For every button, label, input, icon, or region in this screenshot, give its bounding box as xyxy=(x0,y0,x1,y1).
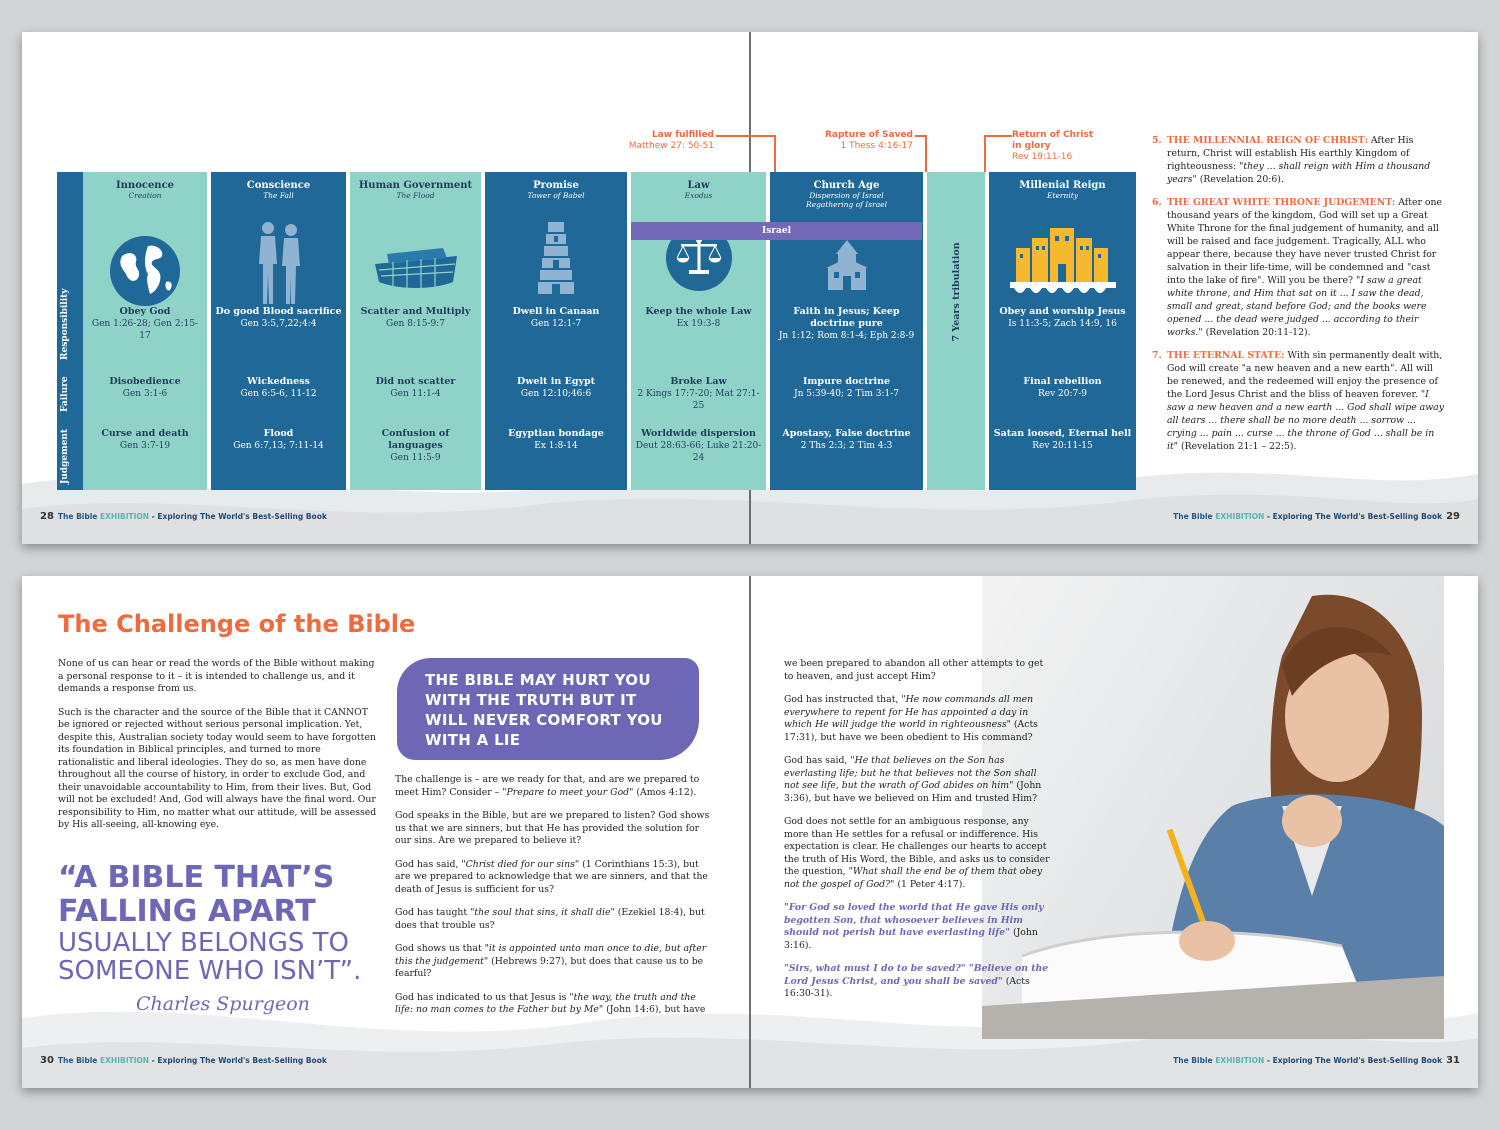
footer-left: 28 The Bible EXHIBITION - Exploring The World's Best-Selling Book xyxy=(40,511,327,522)
pullquote-box xyxy=(397,658,699,760)
column-subtitle: Exodus xyxy=(684,191,713,200)
paragraph: God has said, "He that believes on the Son has everlasting life; but he that believes not the Son shall not see life, but the wrath of God abides on him" (John 3:36), but have we believed on Him and trusted Him? xyxy=(784,755,1042,804)
globe-icon xyxy=(108,234,182,308)
spurgeon-quote xyxy=(58,861,361,1015)
quote-line: USUALLY BELONGS TO xyxy=(58,928,350,958)
axis-label-judgement: Judgement xyxy=(60,428,70,484)
pullquote-text: THE BIBLE MAY HURT YOU WITH THE TRUTH BUT IT WILL NEVER COMFORT YOU WITH A LIE xyxy=(425,671,663,749)
footer-right: The Bible EXHIBITION - Exploring The World's Best-Selling Book 31 xyxy=(1173,1055,1460,1066)
page-title: The Challenge of the Bible xyxy=(58,610,416,638)
end-times-list xyxy=(1152,134,1447,463)
dispensations-timeline xyxy=(57,172,1136,490)
israel-band: Israel xyxy=(631,222,922,240)
axis-label-responsibility: Responsibility xyxy=(60,288,70,360)
annotation-line xyxy=(915,135,927,174)
axis-label-failure: Failure xyxy=(60,376,70,412)
judgement-cell: Egyptian bondage Ex 1:8-14 xyxy=(508,428,604,451)
tower-icon xyxy=(534,220,578,296)
timeline-column-church-age xyxy=(770,172,923,490)
paragraph: The challenge is – are we ready for that, and are we prepared to meet Him? Consider – "Prepare to meet your God" (Amos 4:12). xyxy=(395,774,700,798)
city-icon xyxy=(1008,224,1118,304)
judgement-cell: Worldwide dispersion Deut 28:63-66; Luke 21:20-24 xyxy=(635,428,762,463)
column-subtitle: Creation xyxy=(128,191,162,200)
responsibility-cell: Dwell in Canaan Gen 12:1-7 xyxy=(512,306,600,329)
quote-line: SOMEONE WHO ISN’T”. xyxy=(58,956,362,986)
footer-right: The Bible EXHIBITION - Exploring The World's Best-Selling Book 29 xyxy=(1173,511,1460,522)
timeline-axis xyxy=(57,172,83,490)
column-subtitle: Regathering of Israel xyxy=(805,200,888,209)
failure-cell: Final rebellion Rev 20:7-9 xyxy=(1023,376,1102,399)
column-title: Promise xyxy=(533,180,579,191)
page-number: 28 xyxy=(40,511,54,522)
annotation-line xyxy=(716,135,776,174)
list-item: 5. THE MILLENNIAL REIGN OF CHRIST: After His return, Christ will establish His earthly Kingdom of righteousness: "they ... shall reign with Him a thousand years" (Revelation 20:6). xyxy=(1152,135,1431,185)
body-column-2 xyxy=(395,774,713,1028)
paragraph: God has instructed that, "He now commands all men everywhere to repent for He has appointed a day in which He will judge the world in righteousness" (Acts 17:31), but have we been obedient to His command? xyxy=(784,694,1038,743)
annotation-law-fulfilled: Law fulfilled Matthew 27: 50-51 xyxy=(628,130,714,151)
page-number: 30 xyxy=(40,1055,54,1066)
tribulation-label: 7 Years tribulation xyxy=(951,242,962,342)
responsibility-cell: Obey God Gen 1:26-28; Gen 2:15-17 xyxy=(91,306,199,341)
column-title: Human Government xyxy=(358,180,473,191)
column-subtitle: Dispersion of Israel xyxy=(809,191,884,200)
failure-cell: Did not scatter Gen 11:1-4 xyxy=(375,376,456,399)
spread-pages-28-29 xyxy=(22,32,1478,544)
quote-author: Charles Spurgeon xyxy=(136,993,310,1015)
footer-left: 30 The Bible EXHIBITION - Exploring The World's Best-Selling Book xyxy=(40,1055,327,1066)
timeline-column-innocence xyxy=(83,172,207,490)
timeline-column-human-government xyxy=(350,172,481,490)
column-subtitle: Eternity xyxy=(1047,191,1078,200)
paragraph: "Sirs, what must I do to be saved?" "Believe on the Lord Jesus Christ, and you shall be saved" (Acts 16:30-31). xyxy=(784,963,1049,999)
judgement-cell: Curse and death Gen 3:7-19 xyxy=(101,428,189,451)
column-subtitle: Tower of Babel xyxy=(527,191,585,200)
column-title: Law xyxy=(687,180,710,191)
responsibility-cell: Do good Blood sacrifice Gen 3:5,7,22;4:4 xyxy=(215,306,342,329)
page-number: 29 xyxy=(1446,511,1460,522)
column-title: Church Age xyxy=(813,180,880,191)
column-title: Millenial Reign xyxy=(1019,180,1106,191)
column-subtitle: The Fall xyxy=(263,191,294,200)
page-gutter xyxy=(749,576,751,1088)
body-column-1 xyxy=(58,658,378,843)
annotation-line xyxy=(984,135,1012,174)
quote-line: “A BIBLE THAT’S xyxy=(58,860,335,895)
annotation-rapture: Rapture of Saved 1 Thess 4:16-17 xyxy=(824,130,913,151)
failure-cell: Disobedience Gen 3:1-6 xyxy=(109,376,181,399)
body-column-3 xyxy=(784,658,1054,1012)
column-title: Conscience xyxy=(246,180,311,191)
judgement-cell: Flood Gen 6:7,13; 7:11-14 xyxy=(233,428,324,451)
paragraph: None of us can hear or read the words of the Bible without making a personal response to it – it is intended to challenge us, and it demands a response from us. xyxy=(58,658,375,694)
judgement-cell: Satan loosed, Eternal hell Rev 20:11-15 xyxy=(993,428,1132,451)
list-item: 7. THE ETERNAL STATE: With sin permanently dealt with, God will create "a new heaven and a new earth". All will be renewed, and the redeemed will enjoy the presence of the Lord Jesus Christ and the bliss of heaven forever. "I saw a new heaven and a new earth ... God shall wipe away all tears ... there shall be no more death ... sorrow ... crying ... pain ... curse ... the throne of God ... shall be in it" (Revelation 21:1 – 22:5). xyxy=(1152,350,1444,452)
responsibility-cell: Faith in Jesus; Keep doctrine pure Jn 1:12; Rom 8:1-4; Eph 2:8-9 xyxy=(778,306,915,341)
judgement-cell: Apostasy, False doctrine 2 Ths 2:3; 2 Tim 4:3 xyxy=(782,428,911,451)
column-subtitle: The Flood xyxy=(396,191,435,200)
paragraph: Such is the character and the source of the Bible that it CANNOT be ignored or rejected without serious personal implication. Yet, despite this, Australian society today would seem to have forgotten its foundation in Biblical principles, and turned to more rationalistic and liberal ideologies. They do so, as men have done throughout all the course of history, in order to exclude God, and their unavoidable accountability to Him, from their lives. But, God will not be excluded! And, God will always have the final word. Our responsibility to Him, no matter what our attitude, will be assessed by His all-seeing, all-knowing eye. xyxy=(58,706,377,830)
responsibility-cell: Keep the whole Law Ex 19:3-8 xyxy=(645,306,752,329)
column-title: Innocence xyxy=(115,180,175,191)
paragraph: God speaks in the Bible, but are we prepared to listen? God shows us that we are sinners, but that He has provided the solution for our sins. Are we prepared to believe it? xyxy=(395,810,710,846)
failure-cell: Broke Law 2 Kings 17:7-20; Mat 27:1-25 xyxy=(637,376,760,411)
paragraph: we been prepared to abandon all other attempts to get to heaven, and just accept Him? xyxy=(784,658,1044,682)
paragraph: God does not settle for an ambiguous response, any more than He settles for a refusal or indifference. His expectation is clear. He challenges our hearts to accept the truth of His Word, the Bible, and asks us to consider the question, "What shall the end be of them that obey not the gospel of God?" (1 Peter 4:17). xyxy=(784,816,1050,890)
paragraph: God has said, "Christ died for our sins" (1 Corinthians 15:3), but are we prepared to acknowledge that we are sinners, and that the death of Jesus is sufficient for us? xyxy=(395,858,708,895)
page-number: 31 xyxy=(1446,1055,1460,1066)
paragraph: God shows us that "it is appointed unto man once to die, but after this the judgement" (Hebrews 9:27), but does that cause us to be fearful? xyxy=(395,943,707,979)
timeline-column-millenial-reign xyxy=(989,172,1136,490)
timeline-column-conscience xyxy=(211,172,346,490)
ark-icon xyxy=(373,242,459,292)
timeline-column-promise xyxy=(485,172,627,490)
adam-eve-icon xyxy=(249,220,309,308)
responsibility-cell: Scatter and Multiply Gen 8:15-9:7 xyxy=(360,306,471,329)
timeline-column-law xyxy=(631,172,766,490)
annotation-return-of-christ: Return of Christ in glory Rev 19:11-16 xyxy=(1012,130,1094,162)
paragraph: God has taught "the soul that sins, it shall die" (Ezekiel 18:4), but does that trouble us? xyxy=(395,907,705,931)
failure-cell: Wickedness Gen 6:5-6, 11-12 xyxy=(240,376,317,399)
tribulation-column xyxy=(927,172,985,490)
spread-pages-30-31 xyxy=(22,576,1478,1088)
paragraph: "For God so loved the world that He gave His only begotten Son, that whosoever believes in Him should not perish but have everlasting life" (John 3:16). xyxy=(784,902,1044,951)
quote-line: FALLING APART xyxy=(58,894,316,929)
responsibility-cell: Obey and worship Jesus Is 11:3-5; Zach 14:9, 16 xyxy=(999,306,1126,329)
failure-cell: Impure doctrine Jn 5:39-40; 2 Tim 3:1-7 xyxy=(794,376,899,399)
failure-cell: Dwelt in Egypt Gen 12:10;46:6 xyxy=(516,376,596,399)
paragraph: God has indicated to us that Jesus is "the way, the truth and the life: no man comes to the Father but by Me" (John 14:6), but have xyxy=(395,991,706,1015)
list-item: 6. THE GREAT WHITE THRONE JUDGEMENT: After one thousand years of the kingdom, God will set up a Great White Throne for the final judgement of humanity, and all will be raised and face judgement. Tragically, ALL who appear there, because they have never trusted Christ for salvation in their life-time, will be condemned and "cast into the lake of fire". Will you be there? "I saw a great white throne, and Him that sat on it ... I saw the dead, small and great, stand before God; and the books were opened ... the dead were judged ... according to their works." (Revelation 20:11-12). xyxy=(1152,197,1442,338)
judgement-cell: Confusion of languages Gen 11:5-9 xyxy=(381,428,450,463)
